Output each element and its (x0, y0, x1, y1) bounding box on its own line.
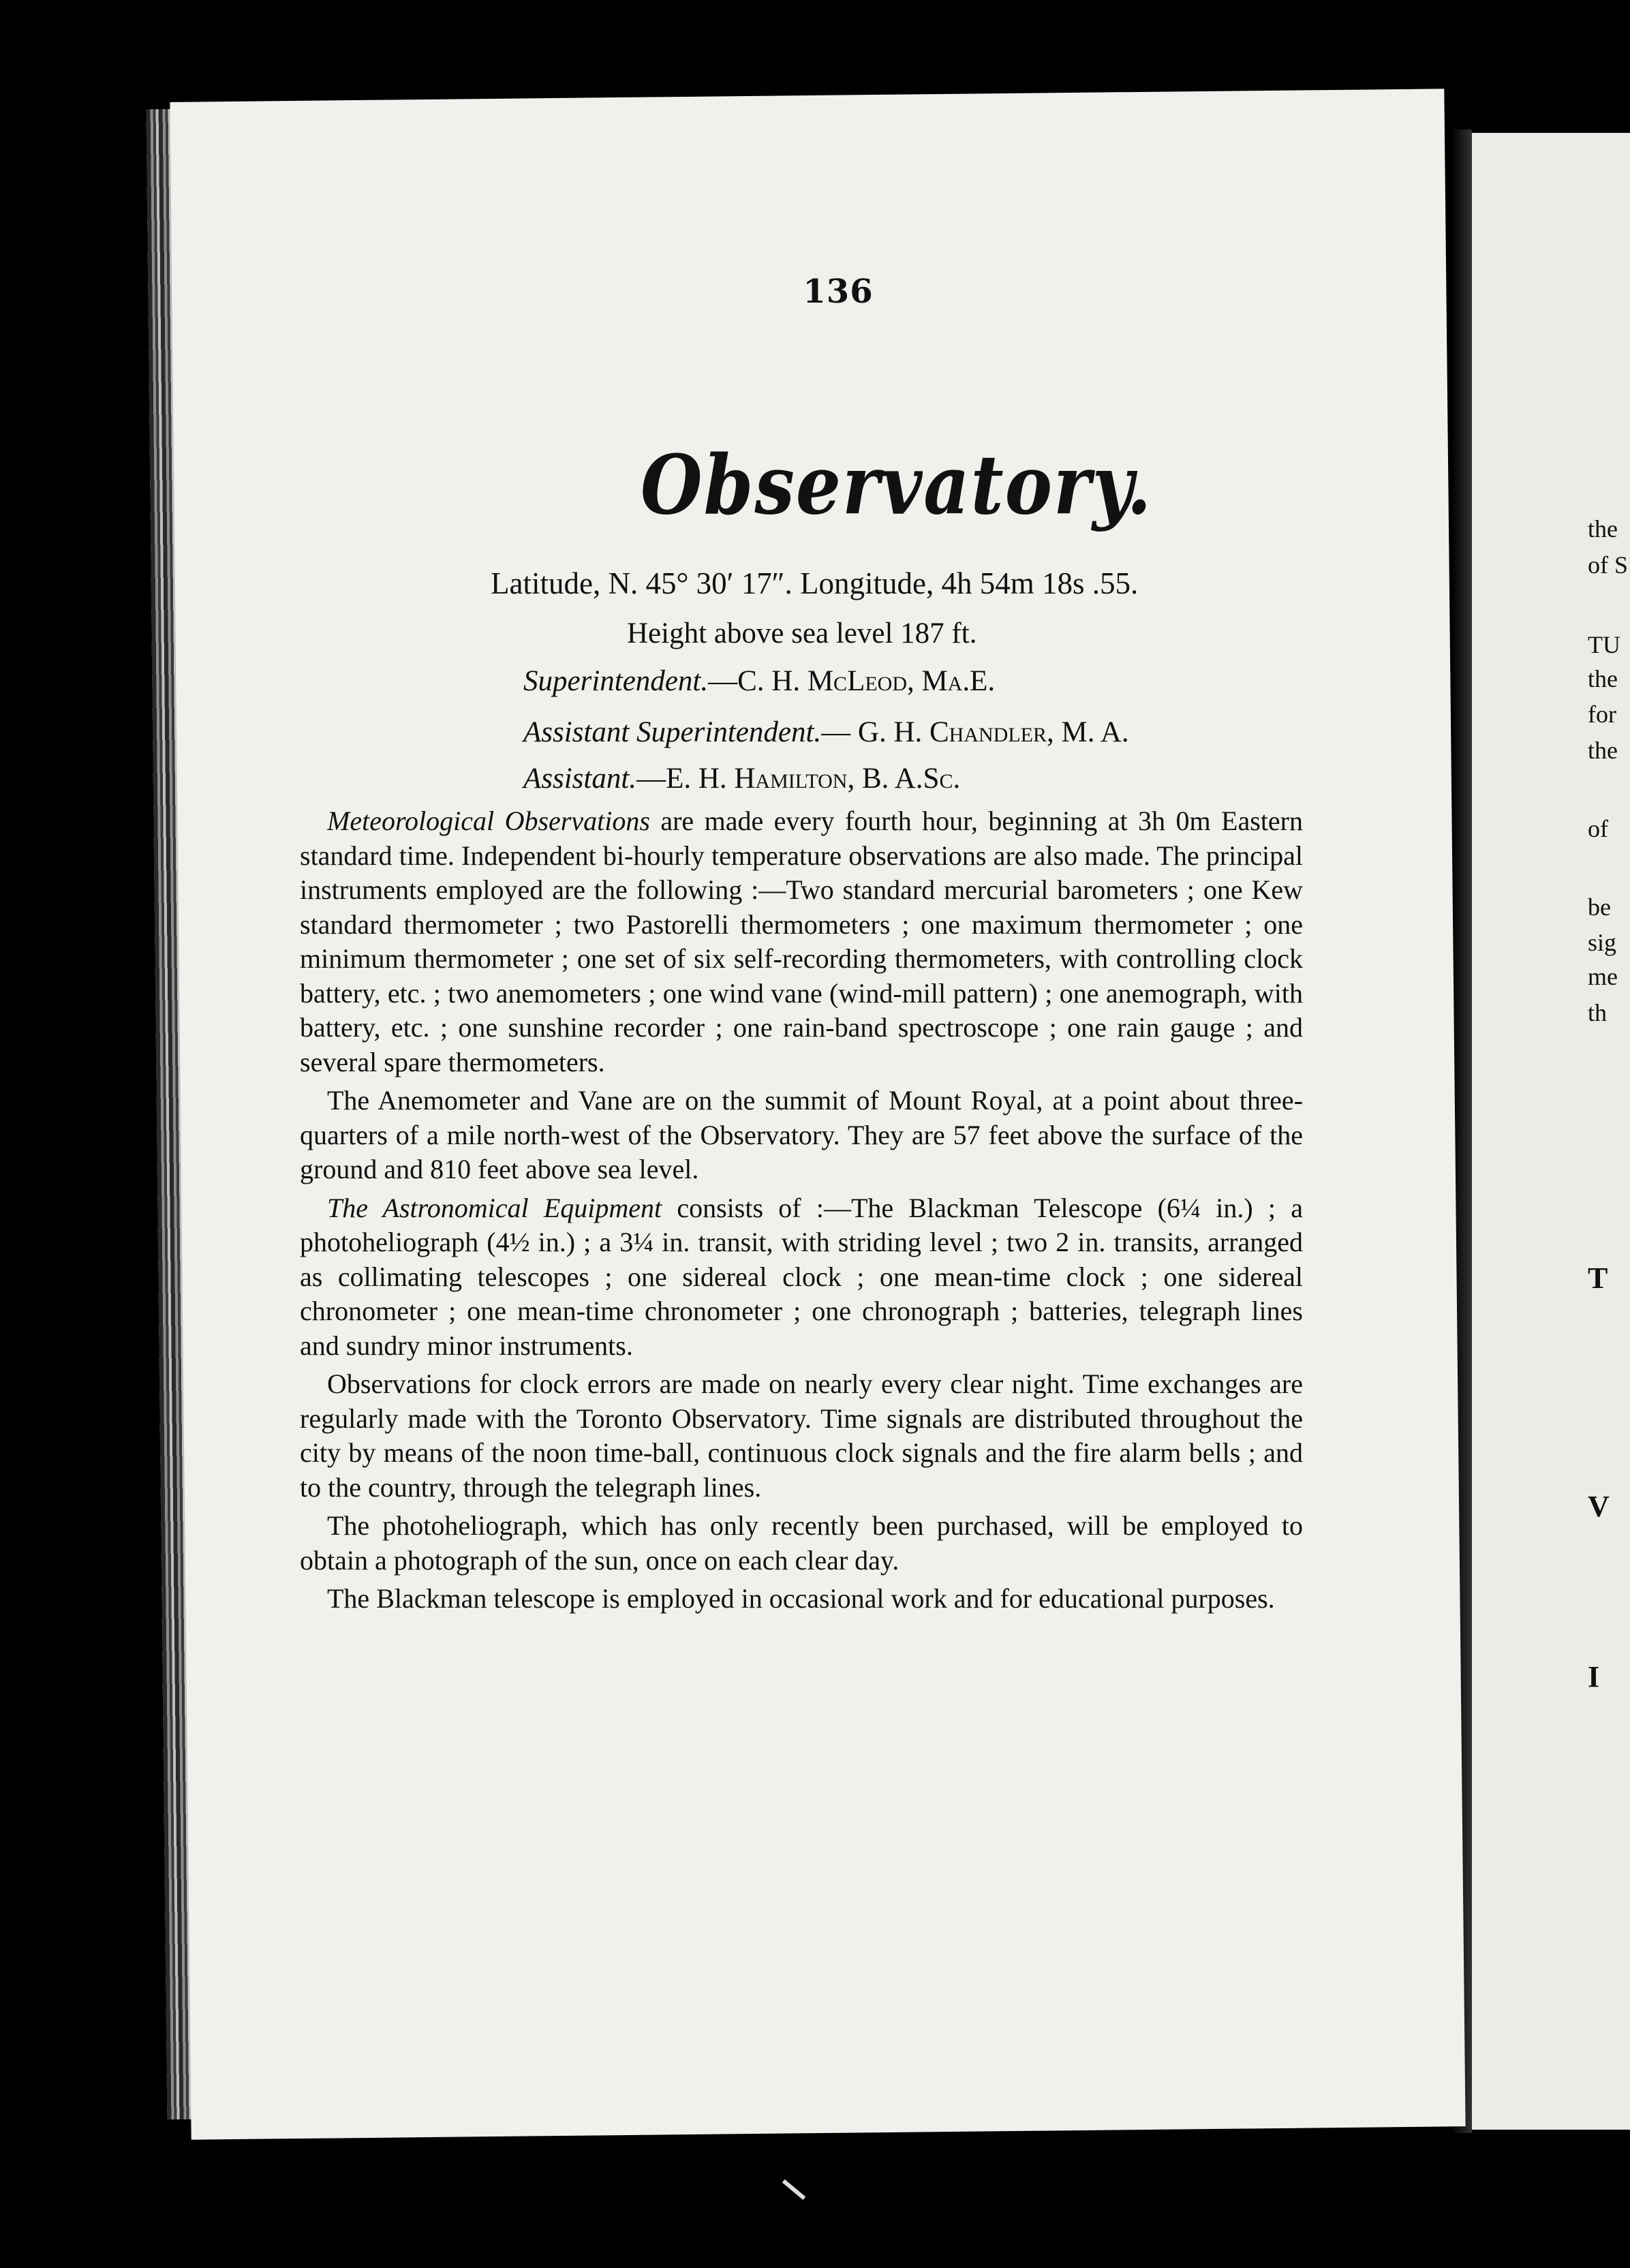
paragraph-text: are made every fourth hour, beginning at 3h 0m Eastern standard time. Independent bi-hourly temperature observations are also made. The principal instruments employed are the following :—Two standard mercurial barometers ; one Kew standard thermometer ; two Pastorelli thermometers ; one maximum thermometer ; one minimum thermometer ; one set of six self-recording thermometers, with controlling clock battery, etc. ; two anemometers ; one wind vane (wind-mill pattern) ; one anemograph, with battery, etc. ; one sunshine recorder ; one rain-band spectroscope ; one rain gauge ; and several spare thermometers. (300, 806, 1304, 1077)
facing-page-fragment: T (1588, 1261, 1608, 1295)
paragraph-astronomical (300, 1191, 1303, 1364)
scan-artifact (782, 2179, 805, 2200)
facing-page-fragment: th (1588, 999, 1608, 1026)
facing-page-fragment: for (1588, 701, 1616, 728)
facing-page-fragment: V (1588, 1490, 1610, 1523)
paragraph-clock-errors (300, 1367, 1303, 1505)
facing-page-fragment: the (1588, 515, 1618, 542)
staff-role: Assistant Superintendent. (523, 716, 822, 748)
paragraph-text: The Anemometer and Vane are on the summit of Mount Royal, at a point about three-quarters of a mile north-west of the Observatory. They are 57 feet above the surface of the ground and 810 feet above sea level. (300, 1085, 1303, 1184)
paragraph-text: The photoheliograph, which has only recently been purchased, will be employed to obtain a photograph of the sun, once on each clear day. (300, 1510, 1303, 1576)
paragraph-telescope (300, 1582, 1303, 1616)
paragraph-photoheliograph (300, 1509, 1303, 1578)
facing-page-fragment: TU (1588, 631, 1620, 658)
facing-page-fragment: me (1588, 963, 1618, 990)
body-text (300, 804, 1303, 1621)
facing-page-fragment: of S (1588, 551, 1629, 579)
paragraph-lead: Meteorological Observations (327, 806, 650, 836)
staff-assistant (523, 762, 960, 795)
paragraph-text: consists of :—The Blackman Telescope (6¼ in.) ; a photoheliograph (4½ in.) ; a 3¼ in. transit, with striding level ; two 2 in. transits, arranged as collimating telescopes ; one sidereal clock ; one mean-time clock ; one sidereal chronometer ; one mean-time chronometer ; one chronograph ; batteries, telegraph lines and sundry minor instruments. (300, 1192, 1304, 1361)
facing-page (1471, 133, 1630, 2130)
staff-name: — G. H. Chandler, M. A. (821, 716, 1129, 748)
facing-page-fragment: sig (1588, 929, 1617, 956)
observatory-coordinates: Latitude, N. 45° 30′ 17″. Longitude, 4h 54m 18s .55. (491, 566, 1139, 600)
paragraph-anemometer (300, 1084, 1303, 1187)
paragraph-lead: The Astronomical Equipment (327, 1192, 662, 1223)
staff-role: Assistant. (523, 763, 637, 795)
observatory-height: Height above sea level 187 ft. (627, 617, 977, 649)
facing-page-fragment: the (1588, 737, 1618, 764)
staff-superintendent (523, 664, 995, 698)
paragraph-meteorological (300, 804, 1303, 1079)
staff-role: Superintendent. (523, 665, 709, 697)
staff-assistant-superintendent (523, 716, 1129, 749)
facing-page-fragment: the (1588, 665, 1618, 692)
facing-page-fragment: be (1588, 893, 1611, 921)
facing-page-fragment: I (1588, 1660, 1600, 1694)
page-number: 136 (803, 273, 874, 311)
staff-name: —E. H. Hamilton, B. A.Sc. (636, 763, 961, 795)
staff-name: —C. H. McLeod, Ma.E. (708, 665, 996, 697)
paragraph-text: Observations for clock errors are made on nearly every clear night. Time exchanges are regularly made with the Toronto Observatory. Time signals are distributed throughout the city by means of the noon time-ball, continuous clock signals and the fire alarm bells ; and to the country, through the telegraph lines. (300, 1368, 1303, 1503)
paragraph-text: The Blackman telescope is employed in occasional work and for educational purposes. (327, 1583, 1275, 1614)
page-title: Observatory. (641, 436, 1153, 534)
facing-page-fragment: of (1588, 815, 1608, 842)
